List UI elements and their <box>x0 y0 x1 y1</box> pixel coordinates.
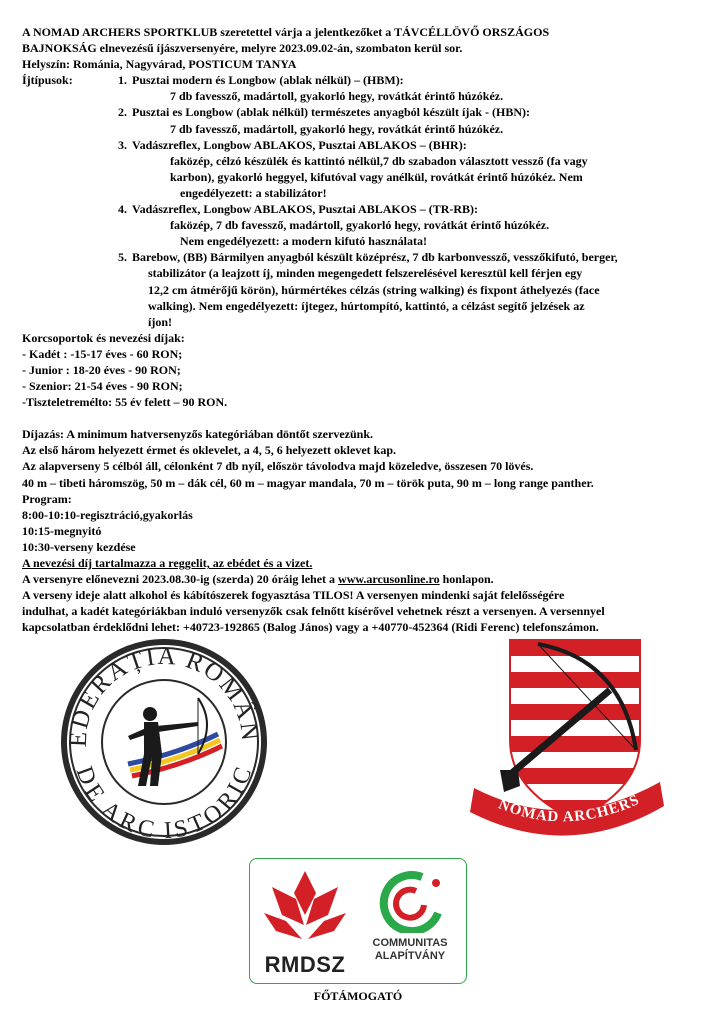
bow-type-detail: stabilizátor (a leajzott íj, minden megengedett felszerelésével keresztül kell férjen egy <box>148 266 583 281</box>
signup-text-end: honlapon. <box>439 572 494 587</box>
bow-type-title: Pusztai modern és Longbow (ablak nélkül) – (HBM): <box>132 73 404 88</box>
rules-line: indulhat, a kadét kategóriákban induló versenyzők csak felnőtt kísérővel vehetnek részt a versenyen. A versennyel <box>22 604 605 619</box>
awards-line: Az alapverseny 5 célból áll, célonként 7 db nyíl, először távolodva majd közeledve, összesen 70 lövés. <box>22 459 534 474</box>
bow-type-number: 2. <box>118 105 127 120</box>
bow-type-detail: íjon! <box>148 314 172 329</box>
federation-bottom-text: DE ARC ISTORIC <box>70 763 258 845</box>
awards-line: Díjazás: A minimum hatversenyzős kategóriában döntőt szervezünk. <box>22 427 373 442</box>
bow-type-detail: faközép, 7 db favessző, madártoll, gyakorló hegy, rovátkát érintő húzókéz. <box>170 218 550 233</box>
category-line: -Tiszteletremélto: 55 év felett – 90 RON. <box>22 395 228 410</box>
bow-type-detail: Nem engedélyezett: a modern kifutó használata! <box>180 234 427 249</box>
bow-type-3 <box>118 137 618 153</box>
bow-type-title: Pusztai es Longbow (ablak nélkül) természetes anyagból készült íjak - (HBN): <box>132 105 530 120</box>
bow-type-title: Vadászreflex, Longbow ABLAKOS, Pusztai ABLAKOS – (TR-RB): <box>132 202 479 217</box>
sponsor-box <box>249 858 467 984</box>
bow-type-1 <box>118 72 618 88</box>
program-line: 10:30-verseny kezdése <box>22 539 136 554</box>
bow-type-detail: 7 db favessző, madártoll, gyakorló hegy, rovátkát érintő húzókéz. <box>170 89 504 104</box>
program-section <box>22 491 702 571</box>
intro-line-1: A NOMAD ARCHERS SPORTKLUB szeretettel várja a jelentkezőket a TÁVCÉLLÖVŐ ORSZÁGOS <box>22 25 550 39</box>
rmdsz-tulip-icon <box>256 865 354 949</box>
communitas-sublabel: ALAPÍTVÁNY <box>374 950 446 963</box>
bow-types-label: Íjtípusok: <box>22 73 73 88</box>
bow-type-detail: karbon), gyakorló heggyel, kifutóval vagy anélkül, rovátkát érintő húzókéz. Nem <box>170 169 583 184</box>
bow-type-number: 1. <box>118 73 127 88</box>
age-categories <box>22 330 702 410</box>
federation-logo <box>58 636 270 848</box>
program-line: 8:00-10:10-regisztráció,gyakorlás <box>22 507 193 522</box>
awards-line: 40 m – tibeti háromszög, 50 m – dák cél, 60 m – magyar mandala, 70 m – török puta, 90 m – long range panther. <box>22 475 594 490</box>
arcusonline-link[interactable]: www.arcusonline.ro <box>338 572 440 587</box>
bow-type-detail: 12,2 cm átmérőjű körön), húrmértékes célzás (string walking) és fixpont áthelyezés (face <box>148 282 600 297</box>
federation-top-text: EDERAȚIA ROMÂN <box>64 642 264 748</box>
intro-line-2: BAJNOKSÁG elnevezésű íjászversenyére, melyre 2023.09.02-án, szombaton kerül sor. <box>22 41 463 56</box>
signup-text: A versenyre előnevezni 2023.08.30-ig (szerda) 20 óráig lehet a <box>22 572 339 587</box>
program-line: 10:15-megnyitó <box>22 523 102 538</box>
signup-line <box>22 571 702 587</box>
awards-section <box>22 426 702 490</box>
category-line: - Szenior: 21-54 éves - 90 RON; <box>22 379 183 394</box>
location-line: Helyszín: Románia, Nagyvárad, POSTICUM TANYA <box>22 57 297 72</box>
bow-type-number: 5. <box>118 250 127 265</box>
rules-line: A verseny ideje alatt alkohol és kábítószerek fogyasztása TILOS! A versenyen mindenki saját felelősségére <box>22 588 565 603</box>
rules-section <box>22 587 702 635</box>
rmdsz-logo <box>256 865 354 977</box>
bow-type-5 <box>118 249 618 265</box>
bow-type-2 <box>118 104 618 120</box>
bow-type-number: 4. <box>118 202 127 217</box>
bow-type-4 <box>118 201 618 217</box>
communitas-logo <box>360 867 460 977</box>
rmdsz-label: RMDSZ <box>264 952 346 978</box>
bow-type-title: Barebow, (BB) Bármilyen anyagból készült középrész, 7 db karbonvessző, vesszőkifutó, berger, <box>132 250 618 265</box>
bow-type-number: 3. <box>118 137 127 152</box>
bow-types-section <box>22 72 702 330</box>
communitas-swirl-icon <box>360 867 460 933</box>
nomad-archers-ribbon-text: NOMAD ARCHERS <box>496 791 643 826</box>
nomad-archers-logo <box>460 630 672 850</box>
communitas-label: COMMUNITAS <box>372 937 448 950</box>
bow-type-detail: engedélyezett: a stabilizátor! <box>180 185 327 200</box>
bow-type-detail: faközép, célzó készülék és kattintó nélkül,7 db szabadon választott vessző (fa vagy <box>170 153 588 168</box>
fee-includes-note: A nevezési díj tartalmazza a reggelit, az ebédet és a vizet. <box>22 556 313 570</box>
bow-type-title: Vadászreflex, Longbow ABLAKOS, Pusztai ABLAKOS – (BHR): <box>132 137 467 152</box>
bow-type-detail: walking). Nem engedélyezett: íjtegez, húrtompító, kattintó, a célzást segítő jelzések az <box>148 298 585 313</box>
category-line: - Junior : 18-20 éves - 90 RON; <box>22 362 181 377</box>
categories-heading: Korcsoportok és nevezési díjak: <box>22 330 185 345</box>
announcement-text <box>22 24 702 635</box>
bow-type-detail: 7 db favessző, madártoll, gyakorló hegy, rovátkát érintő húzókéz. <box>170 121 504 136</box>
awards-line: Az első három helyezett érmet és oklevelet, a 4, 5, 6 helyezett oklevet kap. <box>22 443 396 458</box>
category-line: - Kadét : -15-17 éves - 60 RON; <box>22 346 183 361</box>
program-heading: Program: <box>22 491 72 506</box>
rules-line: kapcsolatban érdeklődni lehet: +40723-192865 (Balog János) vagy a +40770-452364 (Ridi Ferenc) telefonszámon. <box>22 620 599 635</box>
sponsor-label: FŐTÁMOGATÓ <box>313 989 403 1003</box>
